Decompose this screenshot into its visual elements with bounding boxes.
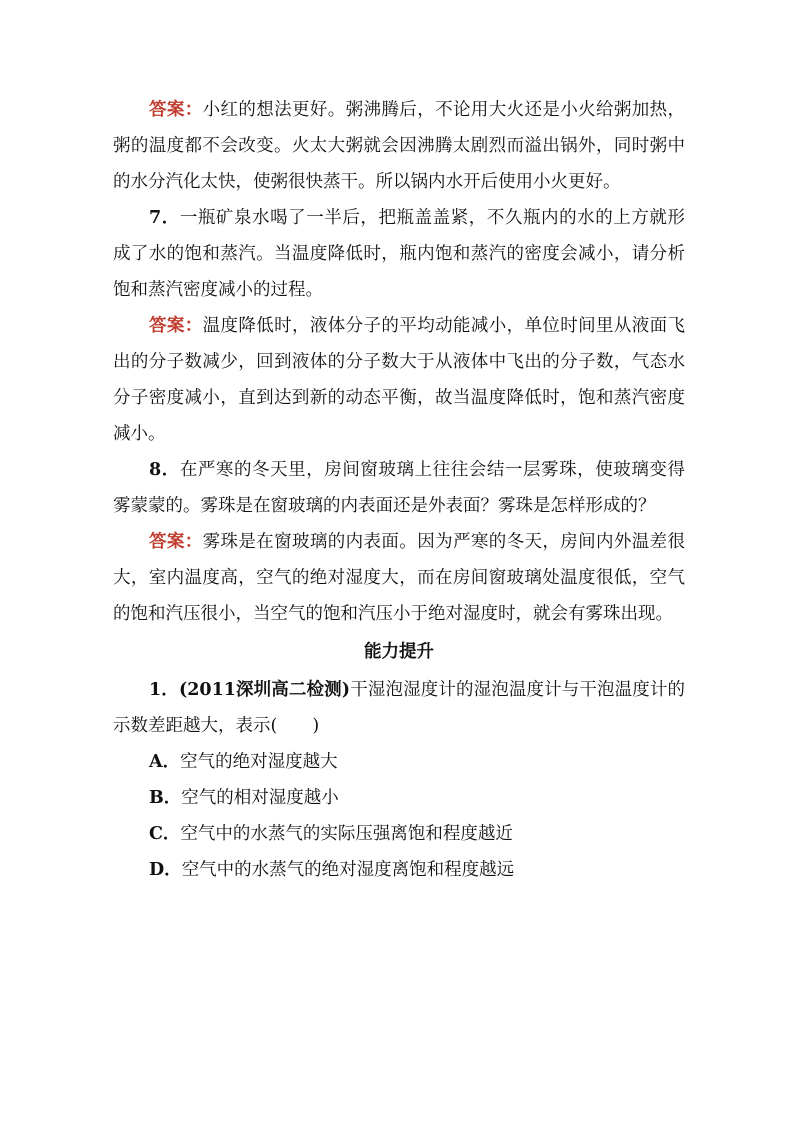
answer-block-8 bbox=[113, 524, 685, 632]
section-title: 能力提升 bbox=[364, 642, 434, 662]
question-number: 1． bbox=[149, 680, 179, 700]
question-number: 8． bbox=[149, 460, 180, 480]
option-letter: A． bbox=[149, 752, 181, 772]
question-text: 一瓶矿泉水喝了一半后，把瓶盖盖紧，不久瓶内的水的上方就形成了水的饱和蒸汽。当温度降低时，瓶内饱和蒸汽的密度会减小，请分析饱和蒸汽密度减小的过程。 bbox=[113, 208, 685, 300]
answer-label: 答案： bbox=[149, 532, 203, 552]
answer-text: 小红的想法更好。粥沸腾后，不论用大火还是小火给粥加热，粥的温度都不会改变。火太大粥就会因沸腾太剧烈而溢出锅外，同时粥中的水分汽化太快，使粥很快蒸干。所以锅内水开后使用小火更好。 bbox=[113, 100, 686, 192]
answer-label: 答案： bbox=[149, 100, 203, 120]
answer-block-1 bbox=[113, 92, 685, 200]
answer-block-7 bbox=[113, 308, 685, 452]
option-letter: D． bbox=[149, 860, 182, 880]
question-source: (2011深圳高二检测) bbox=[178, 680, 351, 700]
practice-question-1 bbox=[113, 672, 685, 744]
option-text: 空气的绝对湿度越大 bbox=[180, 752, 338, 772]
option-text: 空气的相对湿度越小 bbox=[181, 788, 339, 808]
question-text: 在严寒的冬天里，房间窗玻璃上往往会结一层雾珠，使玻璃变得雾蒙蒙的。雾珠是在窗玻璃的内表面还是外表面？雾珠是怎样形成的？ bbox=[113, 460, 685, 516]
option-d bbox=[113, 852, 685, 888]
question-text: 干湿泡湿度计的湿泡温度计与干泡温度计的示数差距越大，表示( ) bbox=[113, 680, 685, 736]
option-letter: C． bbox=[149, 824, 181, 844]
answer-text: 雾珠是在窗玻璃的内表面。因为严寒的冬天，房间内外温差很大，室内温度高，空气的绝对湿度大，而在房间窗玻璃处温度很低，空气的饱和汽压很小，当空气的饱和汽压小于绝对湿度时，就会有雾珠出现。 bbox=[113, 532, 686, 624]
answer-label: 答案： bbox=[149, 316, 203, 336]
option-c bbox=[113, 816, 685, 852]
document-body bbox=[113, 92, 685, 888]
option-letter: B． bbox=[149, 788, 182, 808]
option-a bbox=[113, 744, 685, 780]
question-number: 7． bbox=[149, 208, 180, 228]
option-text: 空气中的水蒸气的绝对湿度离饱和程度越远 bbox=[181, 860, 515, 880]
answer-text: 温度降低时，液体分子的平均动能减小，单位时间里从液面飞出的分子数减少，回到液体的分子数大于从液体中飞出的分子数，气态水分子密度减小，直到达到新的动态平衡，故当温度降低时，饱和蒸汽密度减小。 bbox=[113, 316, 686, 444]
option-b bbox=[113, 780, 685, 816]
option-text: 空气中的水蒸气的实际压强离饱和程度越近 bbox=[180, 824, 513, 844]
question-8 bbox=[113, 452, 685, 524]
question-7 bbox=[113, 200, 685, 308]
